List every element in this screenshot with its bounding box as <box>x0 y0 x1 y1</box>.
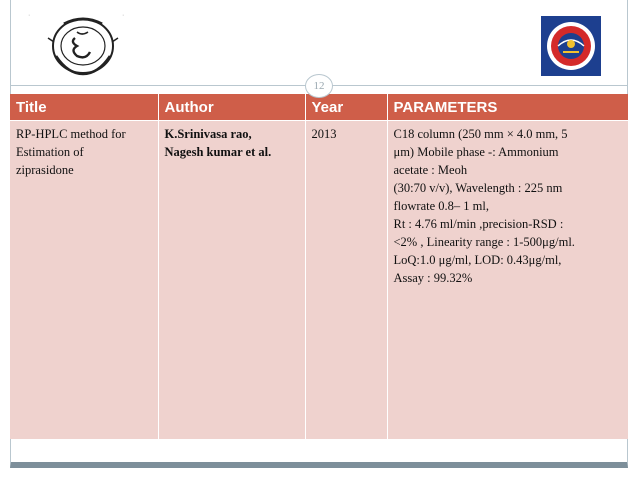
column-header-parameters: PARAMETERS <box>387 94 628 121</box>
table-row <box>10 121 628 440</box>
column-header-title: Title <box>10 94 158 121</box>
college-emblem-logo <box>541 16 601 76</box>
parameters-table <box>10 94 628 439</box>
page-number-badge: 12 <box>305 74 333 98</box>
cell-year: 2013 <box>305 121 387 440</box>
decor-dot-left: · <box>28 12 31 19</box>
cell-title: RP-HPLC method for Estimation of ziprasidone <box>10 121 158 440</box>
decor-dot-right: · <box>122 12 125 19</box>
university-seal-logo <box>44 12 125 78</box>
column-header-year: Year <box>305 94 387 121</box>
cell-parameters: C18 column (250 mm × 4.0 mm, 5 μm) Mobile phase -: Ammonium acetate : Meoh (30:70 v/v), Wavelength : 225 nm flowrate 0.8– 1 ml, Rt : 4.76 ml/min ,precision-RSD : <2% , Linearity range : 1-500μg/ml. LoQ:1.0 μg/ml, LOD: 0.43μg/ml, Assay : 99.32% <box>387 121 628 440</box>
cell-author: K.Srinivasa rao, Nagesh kumar et al. <box>158 121 305 440</box>
column-header-author: Author <box>158 94 305 121</box>
